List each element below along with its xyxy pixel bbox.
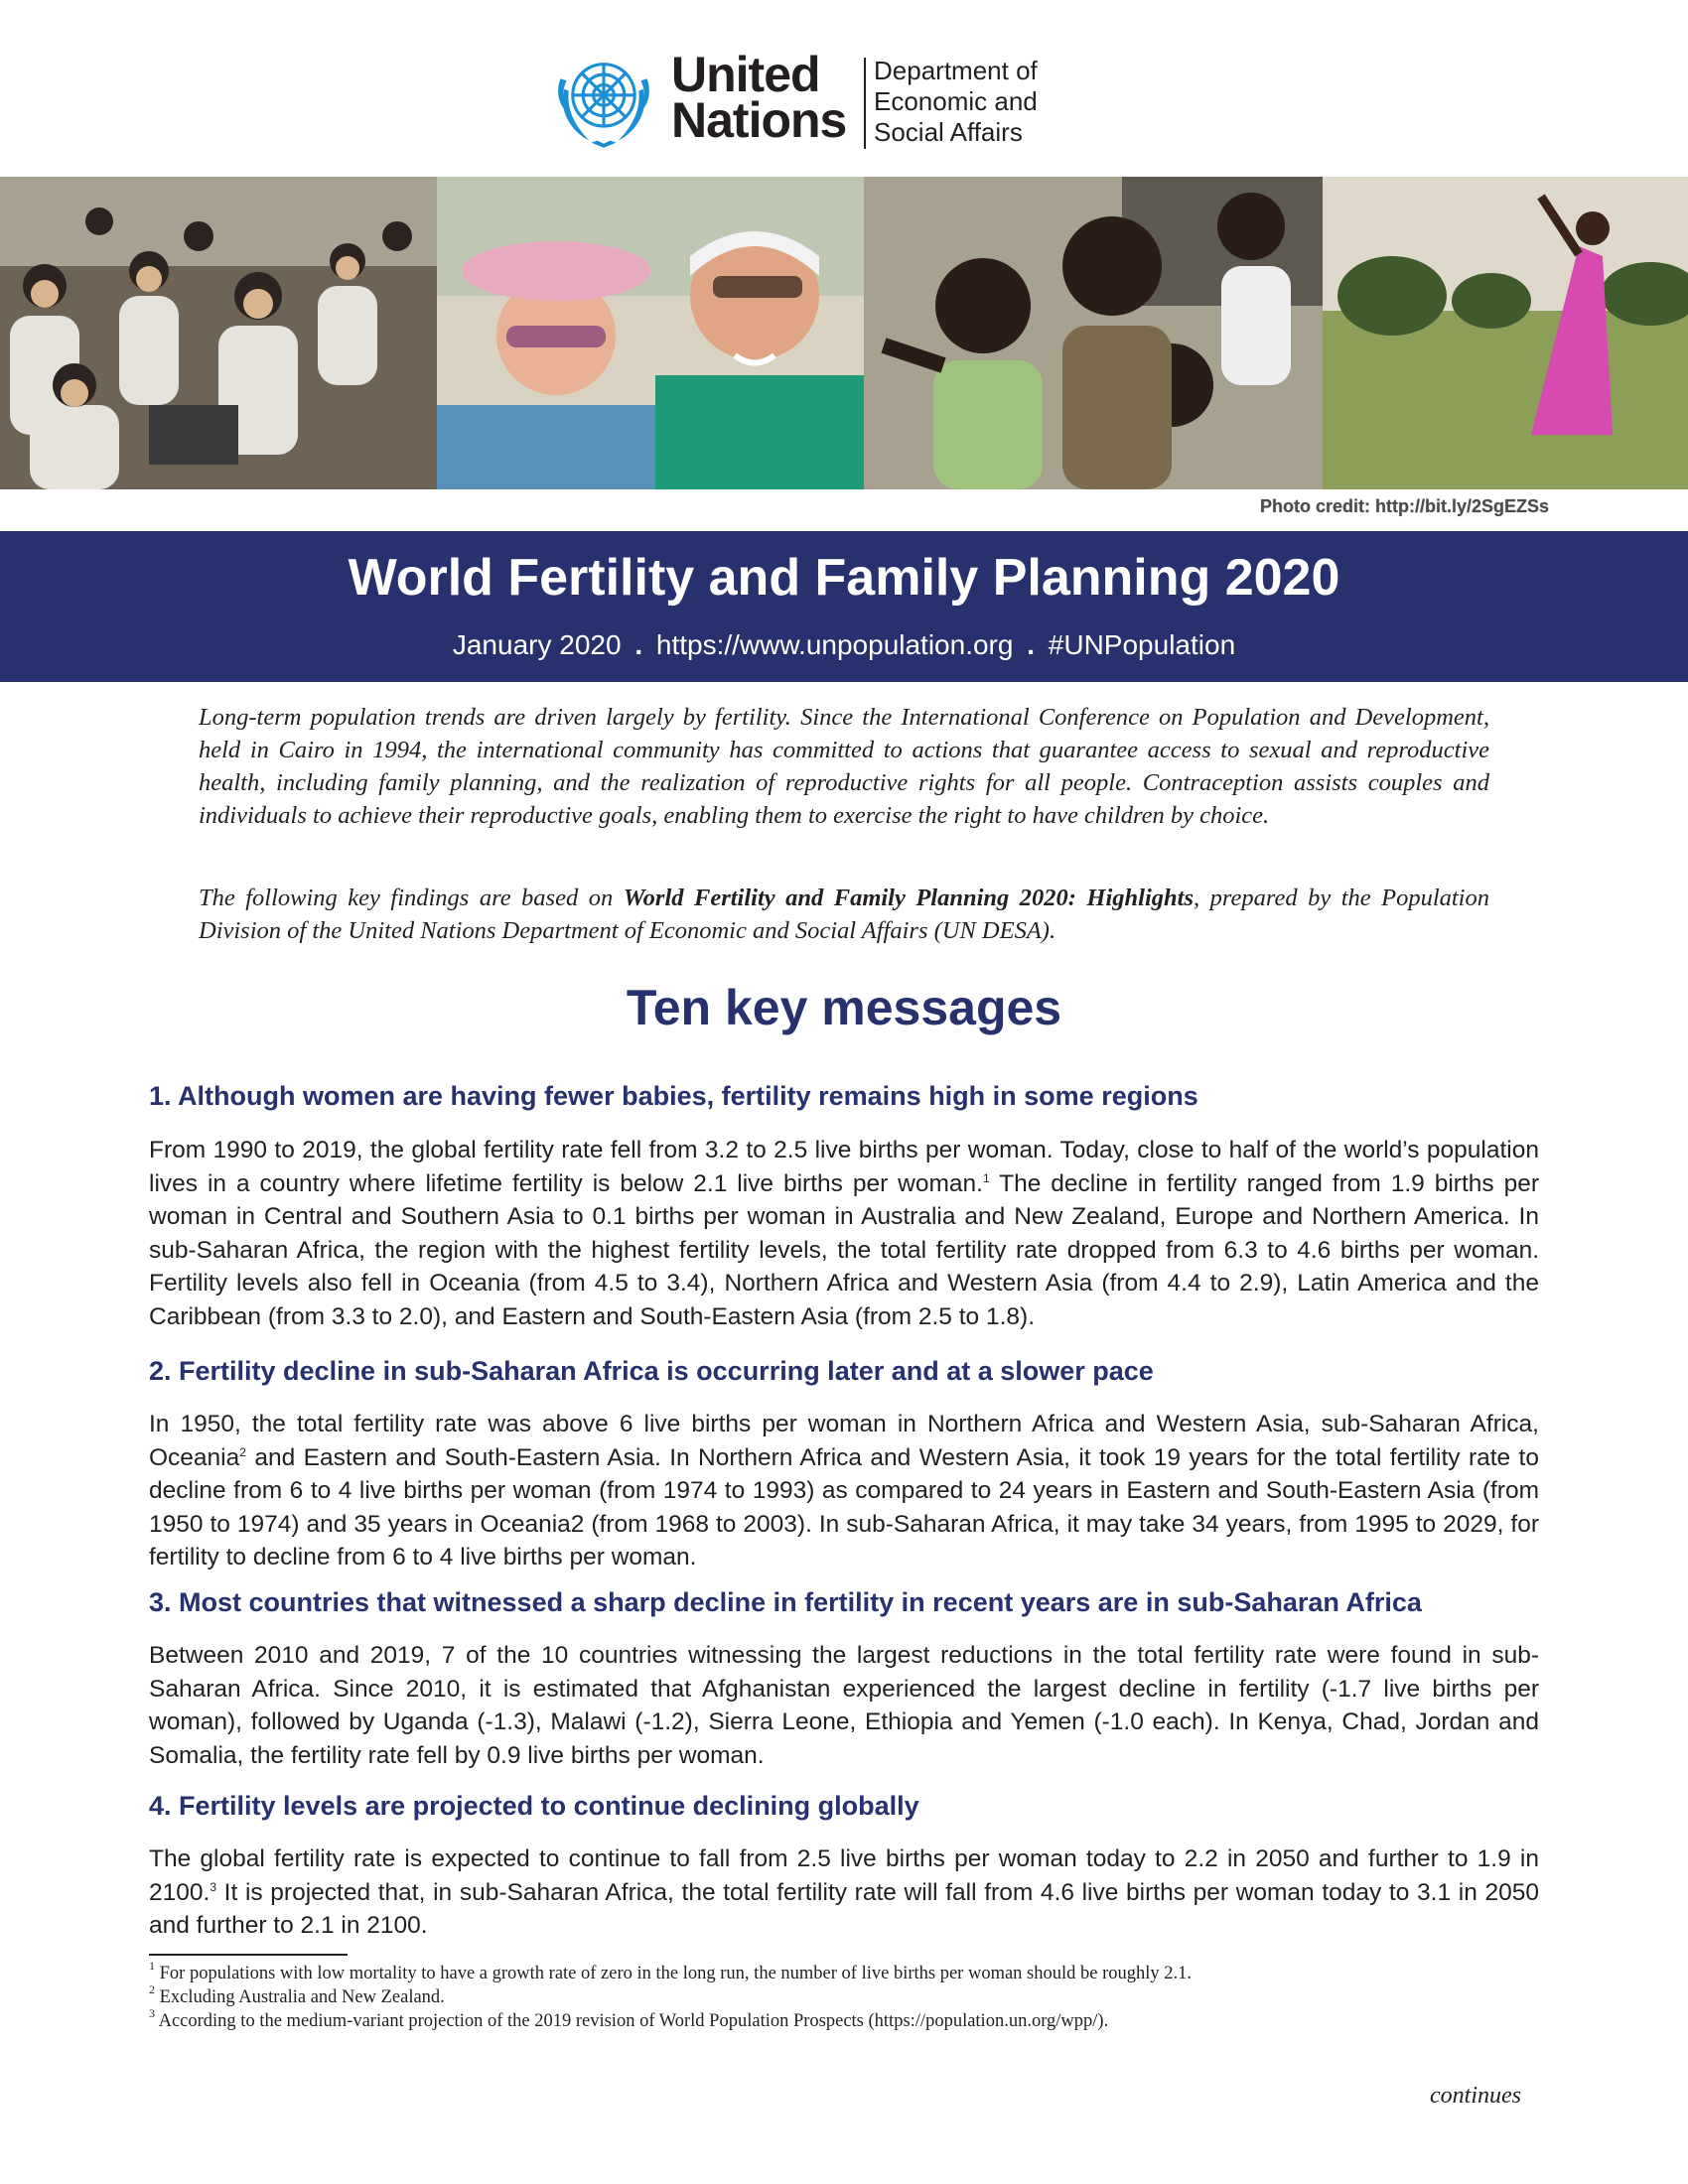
- separator-dot: .: [1027, 629, 1036, 660]
- footnote-rule: [149, 1954, 348, 1956]
- footnote-1-mark: 1: [149, 1959, 155, 1973]
- intro-paragraph: Long-term population trends are driven largely by fertility. Since the International Conference on Population and Development, held in Cairo in 1994, the international community has committed to actions that guarantee access to sexual and reproductive health, including family planning, and the realization of reproductive rights for all people. Contraception assists couples and individuals to achieve their reproductive goals, enabling them to exercise the right to have children by choice.: [199, 704, 1489, 829]
- message-1-title: 1. Although women are having fewer babies, fertility remains high in some regions: [149, 1081, 1198, 1111]
- intro-source-suffix: , prepared by the Population Division of the United Nations Department of Economic and Social Affairs (UN DESA).: [199, 885, 1489, 944]
- publication-date: January 2020: [452, 629, 622, 660]
- report-title-reference: World Fertility and Family Planning 2020: Highlights: [623, 885, 1194, 911]
- message-1-text-a: From 1990 to 2019, the global fertility rate fell from 3.2 to 2.5 live births per woman. Today, close to half of the world’s population lives in a country where lifetime fertility is below 2.1 live births per woman.: [149, 1137, 1539, 1197]
- photo-older-couple: [437, 177, 864, 489]
- message-4-text-b: It is projected that, in sub-Saharan Africa, the total fertility rate will fall from 4.6 live births per woman today to 3.1 in 2050 and further to 2.1 in 2100.: [149, 1878, 1539, 1939]
- message-4-title: 4. Fertility levels are projected to continue declining globally: [149, 1791, 919, 1821]
- footnote-3: [149, 2006, 1559, 2033]
- website-link[interactable]: https://www.unpopulation.org: [655, 629, 1014, 660]
- footnote-3-text: According to the medium-variant projection of the 2019 revision of World Population Prospects (https://population.un.org/wpp/).: [155, 2011, 1109, 2031]
- photo-credit: Photo credit: http://bit.ly/2SgEZSs: [1259, 496, 1549, 516]
- photo-strip: [0, 177, 1688, 489]
- message-2-text-a: In 1950, the total fertility rate was above 6 live births per woman in Northern Africa and Western Asia, sub-Saharan Africa, Oceania: [149, 1411, 1539, 1471]
- title-banner: [0, 531, 1688, 682]
- footnote-3-mark: 3: [149, 2006, 155, 2020]
- continues-label: continues: [1430, 2083, 1521, 2109]
- footnote-ref-2: 2: [239, 1444, 246, 1459]
- intro-source-paragraph: [199, 882, 1489, 947]
- footnote-2-mark: 2: [149, 1982, 155, 1996]
- footnote-2-text: Excluding Australia and New Zealand.: [155, 1987, 445, 2007]
- document-header: [0, 0, 1688, 177]
- un-wordmark-line2: Nations: [671, 92, 847, 148]
- photo-children: [864, 177, 1323, 489]
- message-2-body: [149, 1408, 1539, 1574]
- department-line3: Social Affairs: [874, 117, 1023, 147]
- un-wordmark: [671, 47, 847, 148]
- photo-students-crowd: [0, 177, 437, 489]
- message-3-title: 3. Most countries that witnessed a sharp decline in fertility in recent years are in sub-Saharan Africa: [149, 1587, 1422, 1617]
- footnote-ref-1: 1: [982, 1170, 990, 1185]
- message-4-body: [149, 1843, 1539, 1943]
- photo-woman-in-field: [1323, 177, 1688, 489]
- message-1-text-b: The decline in fertility ranged from 1.9 births per woman in Central and Southern Asia to 0.1 births per woman in Australia and New Zealand, Europe and Northern America. In sub-Saharan Africa, the region with the highest fertility levels, the total fertility rate dropped from 6.3 to 4.6 births per woman. Fertility levels also fell in Oceania (from 4.5 to 3.4), Northern Africa and Western Asia (from 4.4 to 2.9), Latin America and the Caribbean (from 3.3 to 2.0), and Eastern and South-Eastern Asia (from 2.5 to 1.8).: [149, 1169, 1539, 1330]
- department-name: [874, 56, 1038, 148]
- message-4-text-a: The global fertility rate is expected to continue to fall from 2.5 live births per woman today to 2.2 in 2050 and further to 1.9 in 2100.: [149, 1845, 1539, 1906]
- message-2-text-b: and Eastern and South-Eastern Asia. In Northern Africa and Western Asia, it took 19 years for the total fertility rate to decline from 6 to 4 live births per woman (from 1974 to 1993) as compared to 24 years in Eastern and South-Eastern Asia (from 1950 to 1974) and 35 years in Oceania2 (from 1968 to 2003). In sub-Saharan Africa, it may take 34 years, from 1995 to 2029, for fertility to decline from 6 to 4 live births per woman.: [149, 1443, 1539, 1570]
- footnote-ref-3: 3: [210, 1879, 216, 1894]
- department-line1: Department of: [874, 56, 1038, 85]
- footnote-1-text: For populations with low mortality to have a growth rate of zero in the long run, the number of live births per woman should be roughly 2.1.: [155, 1964, 1193, 1983]
- banner-subtitle: [0, 625, 1688, 665]
- message-2-title: 2. Fertility decline in sub-Saharan Africa is occurring later and at a slower pace: [149, 1356, 1154, 1386]
- document-title: World Fertility and Family Planning 2020: [348, 549, 1340, 607]
- message-3-body: Between 2010 and 2019, 7 of the 10 countries witnessing the largest reductions in the total fertility rate were found in sub-Saharan Africa. Since 2010, it is estimated that Afghanistan experienced the largest decline in fertility (-1.7 live births per woman), followed by Uganda (-1.3), Malawi (-1.2), Sierra Leone, Ethiopia and Yemen (-1.0 each). In Kenya, Chad, Jordan and Somalia, the fertility rate fell by 0.9 live births per woman.: [149, 1642, 1539, 1769]
- un-emblem-icon: [552, 48, 655, 151]
- footnote-2: [149, 1982, 1559, 2009]
- footnote-1: [149, 1959, 1559, 1985]
- header-divider: [864, 58, 866, 149]
- department-line2: Economic and: [874, 86, 1038, 116]
- message-1-body: [149, 1134, 1539, 1333]
- intro-source-prefix: The following key findings are based on: [199, 885, 624, 911]
- section-heading: Ten key messages: [626, 980, 1062, 1035]
- hashtag: #UNPopulation: [1048, 629, 1236, 660]
- separator-dot: .: [634, 629, 643, 660]
- un-wordmark-line1: United: [671, 47, 820, 102]
